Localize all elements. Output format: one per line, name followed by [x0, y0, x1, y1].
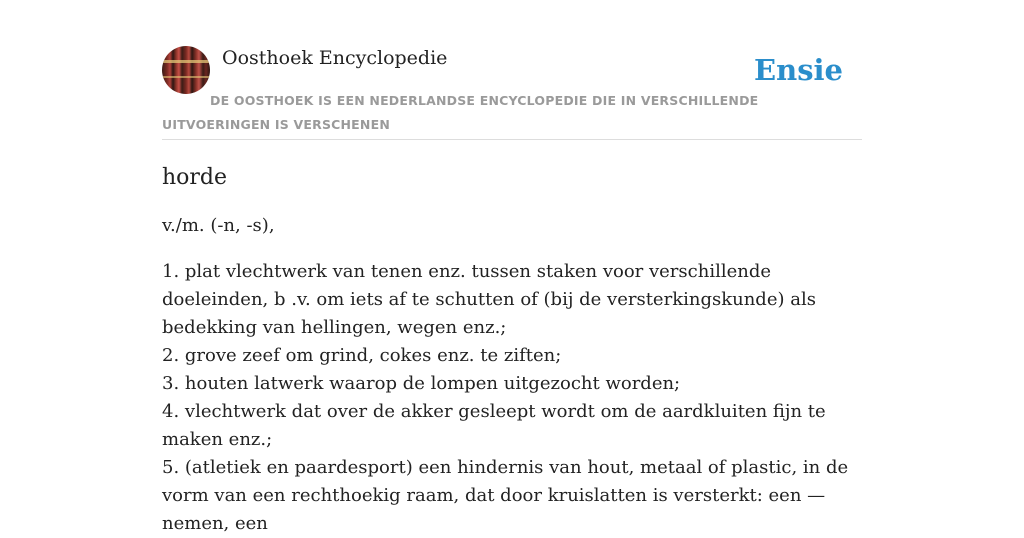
- definition-item: 2. grove zeef om grind, cokes enz. te ziften;: [162, 345, 562, 366]
- definition-item: 1. plat vlechtwerk van tenen enz. tussen staken voor verschillende doeleinden, b .v. om iets af te schutten of (bij de versterkingskunde) als bedekking van hellingen, wegen enz.;: [162, 261, 816, 338]
- definition-item: 4. vlechtwerk dat over de akker gesleept wordt om de aardkluiten fijn te maken enz.;: [162, 401, 826, 450]
- entry-headword: horde: [162, 165, 228, 190]
- site-header: [162, 46, 862, 140]
- entry-content: [162, 160, 862, 538]
- definition-item: 5. (atletiek en paardesport) een hindernis van hout, metaal of plastic, in de vorm van een rechthoekig raam, dat door kruislatten is versterkt: een — nemen, een: [162, 457, 849, 534]
- entry-definitions: [162, 258, 862, 538]
- entry-grammar: v./m. (-n, -s),: [162, 215, 275, 236]
- site-tagline: DE OOSTHOEK IS EEN NEDERLANDSE ENCYCLOPEDIE DIE IN VERSCHILLENDE UITVOERINGEN IS VERSCHENEN: [162, 93, 759, 132]
- definition-item: 3. houten latwerk waarop de lompen uitgezocht worden;: [162, 373, 681, 394]
- site-name[interactable]: Oosthoek Encyclopedie: [222, 47, 448, 69]
- encyclopedia-books-avatar[interactable]: [162, 46, 210, 94]
- brand-logo-link[interactable]: Ensie: [754, 53, 843, 87]
